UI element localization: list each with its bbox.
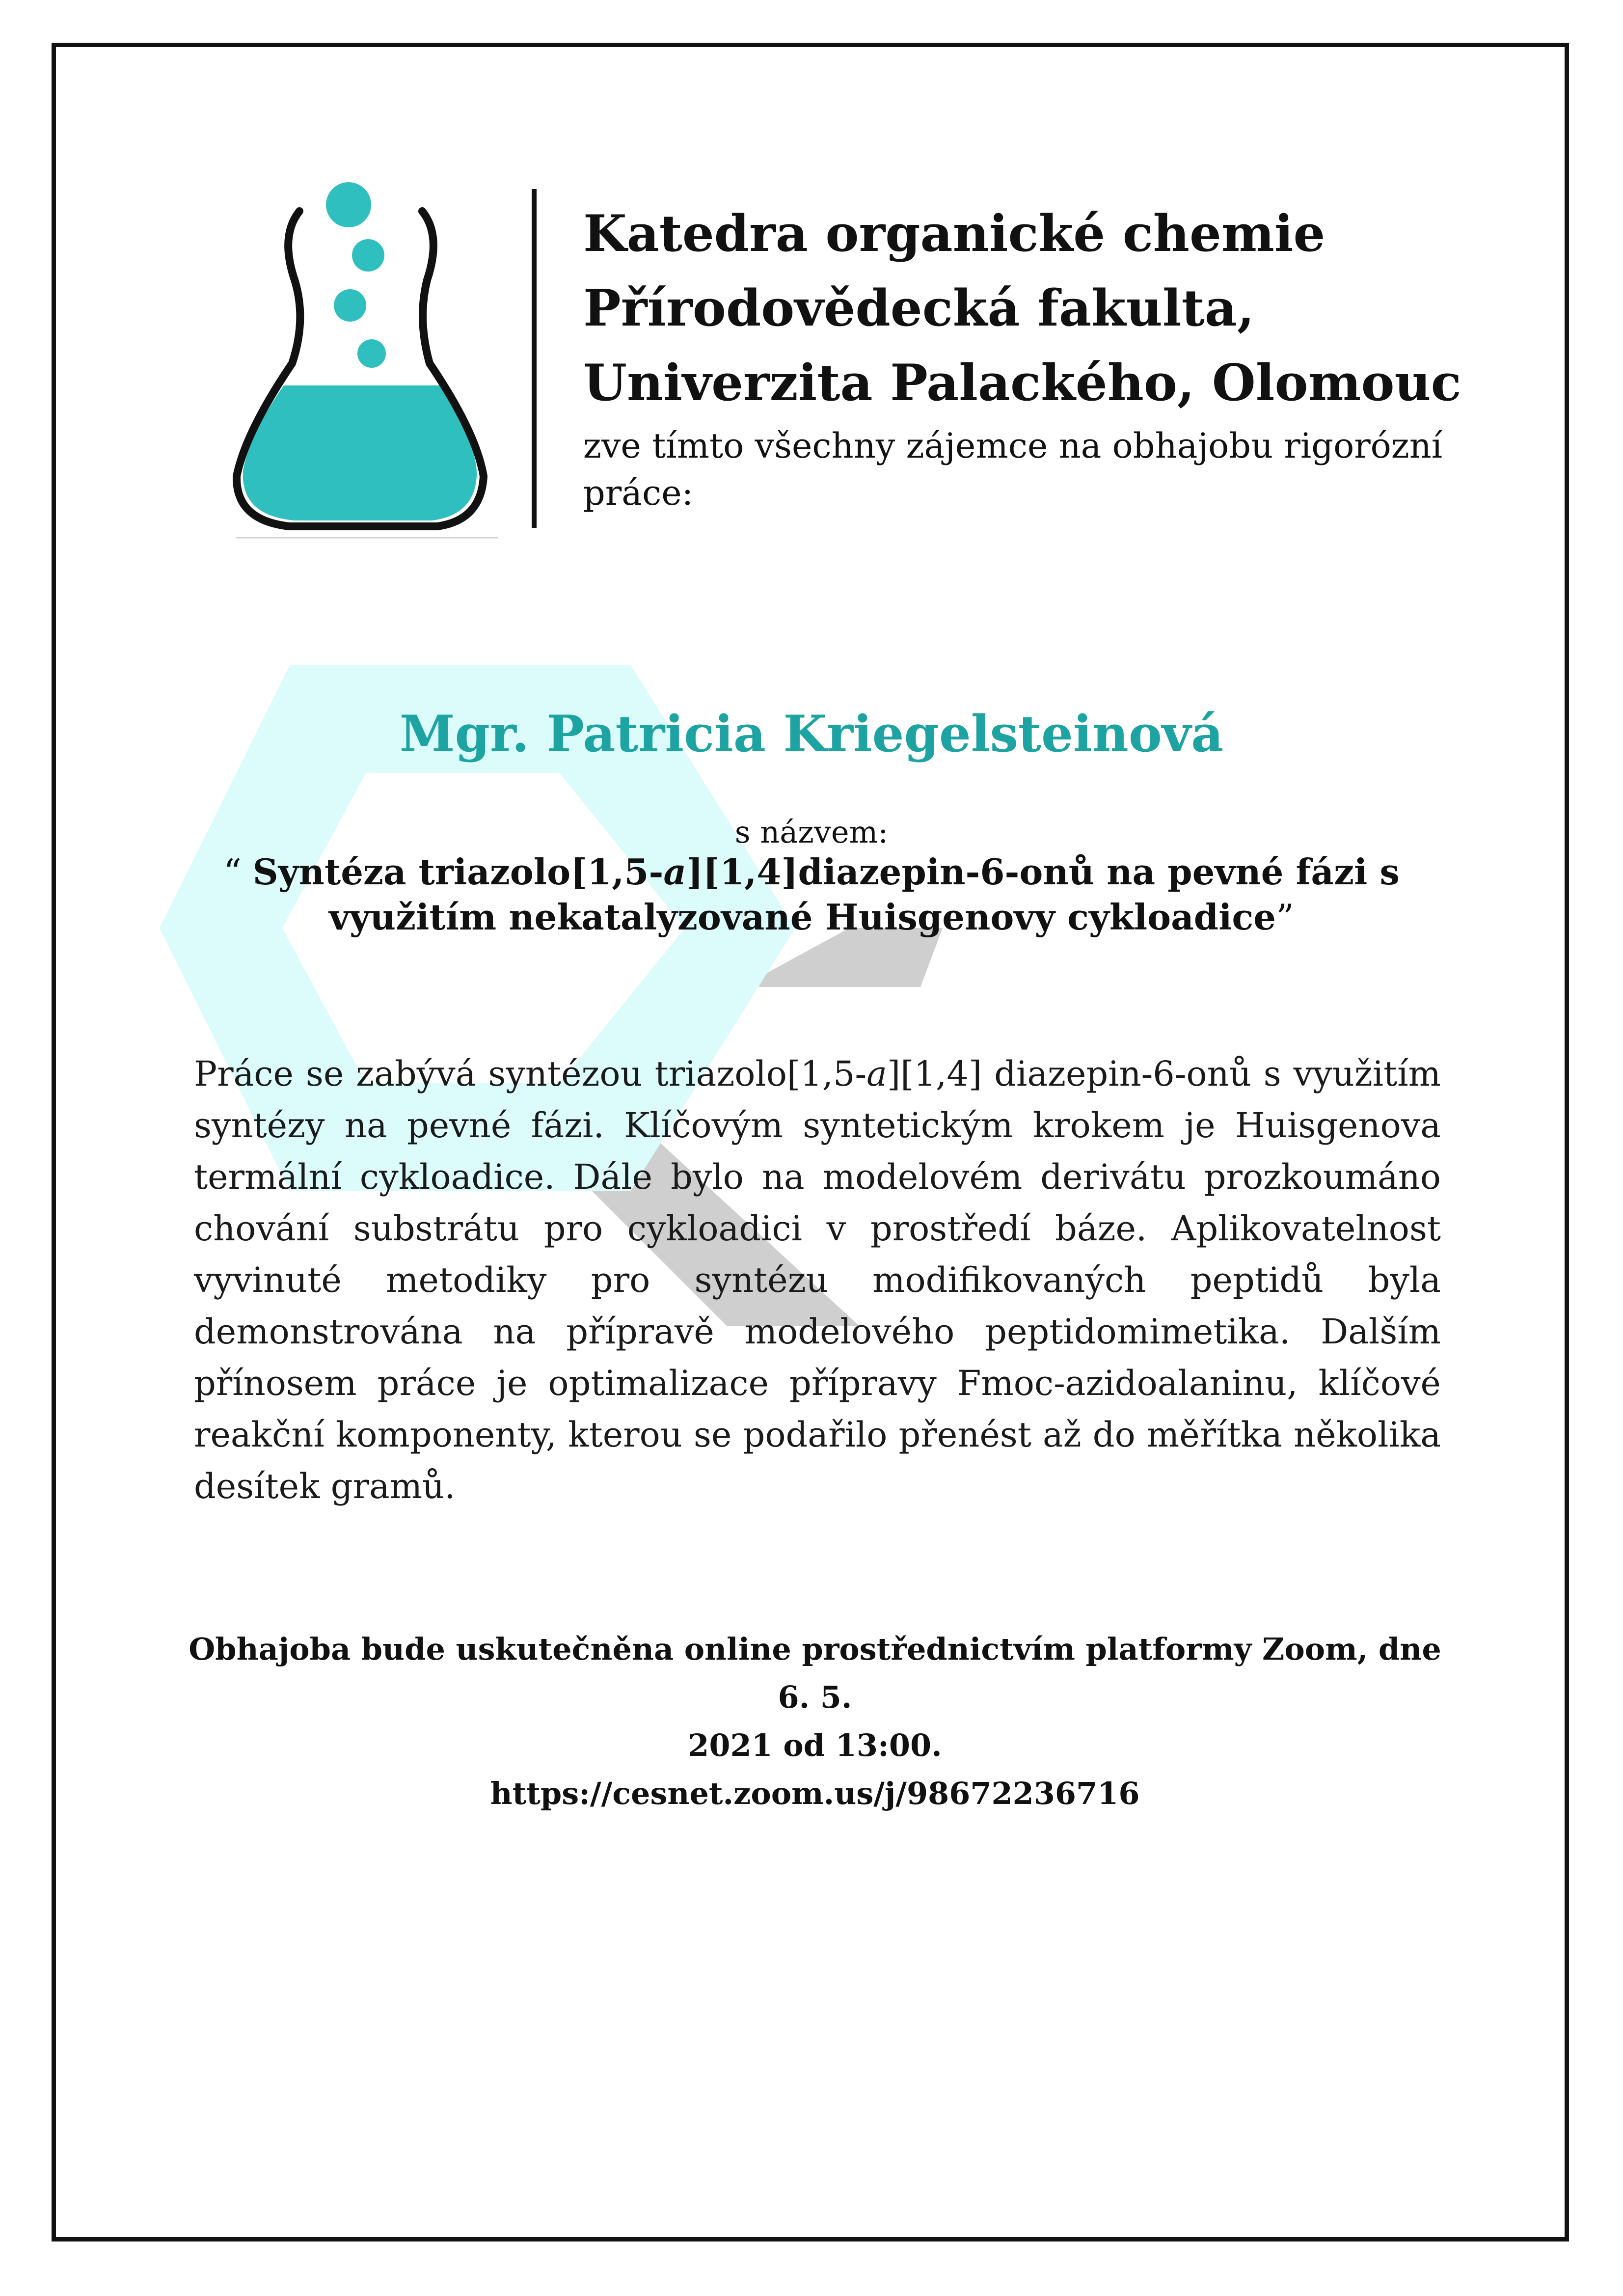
title-part-2: ][1,4]diazepin-6-onů na pevné fázi s využitím nekatalyzované Huisgenovy cykloadice xyxy=(329,851,1400,938)
flask-logo-icon xyxy=(226,177,501,540)
thesis-title xyxy=(206,849,1417,940)
defense-line-2: 2021 od 13:00. xyxy=(688,1727,942,1763)
flask-liquid xyxy=(243,385,477,520)
bubble-3 xyxy=(334,289,366,322)
header-divider xyxy=(532,189,537,528)
abstract-part-2: ][1,4] diazepin-6-onů s využitím syntézy na pevné fázi. Klíčovým syntetickým krokem je Huisgenova termální cykloadice. Dále bylo na modelovém derivátu prozkoumáno chování substrátu pro cykloadici v prostředí báze. Aplikovatelnost vyvinuté metodiky pro syntézu modifikovaných peptidů byla demonstrována na přípravě modelového peptidomimetika. Dalším přínosem práce je optimalizace přípravy Fmoc-azidoalaninu, klíčové reakční komponenty, kterou se podařilo přenést až do měřítka několika desítek gramů. xyxy=(194,1054,1441,1506)
bubble-4 xyxy=(357,339,386,368)
university-name: Univerzita Palackého, Olomouc xyxy=(583,354,1461,412)
department-name: Katedra organické chemie xyxy=(583,204,1325,263)
bubble-2 xyxy=(352,239,384,272)
author-name: Mgr. Patricia Kriegelsteinová xyxy=(399,705,1224,764)
invitation-text: zve tímto všechny zájemce na obhajobu rigorózní práce: xyxy=(583,426,1443,513)
zoom-link[interactable]: https://cesnet.zoom.us/j/98672236716 xyxy=(490,1776,1140,1811)
defense-line-1: Obhajoba bude uskutečněna online prostřednictvím platformy Zoom, dne 6. 5. xyxy=(189,1631,1441,1715)
title-part-1: Syntéza triazolo[1,5- xyxy=(252,851,664,893)
defense-info xyxy=(187,1625,1443,1818)
faculty-name: Přírodovědecká fakulta, xyxy=(583,279,1255,338)
abstract-part-1: Práce se zabývá syntézou triazolo[1,5- xyxy=(194,1054,867,1094)
abstract-italic-a: a xyxy=(866,1054,887,1094)
title-close-quote: ” xyxy=(1276,897,1294,938)
bubble-1 xyxy=(326,182,371,227)
abstract-paragraph xyxy=(194,1048,1441,1512)
title-italic-a: a xyxy=(663,851,686,893)
title-label: s názvem: xyxy=(734,814,889,850)
title-open-quote: “ xyxy=(223,851,253,893)
header xyxy=(583,196,1516,517)
